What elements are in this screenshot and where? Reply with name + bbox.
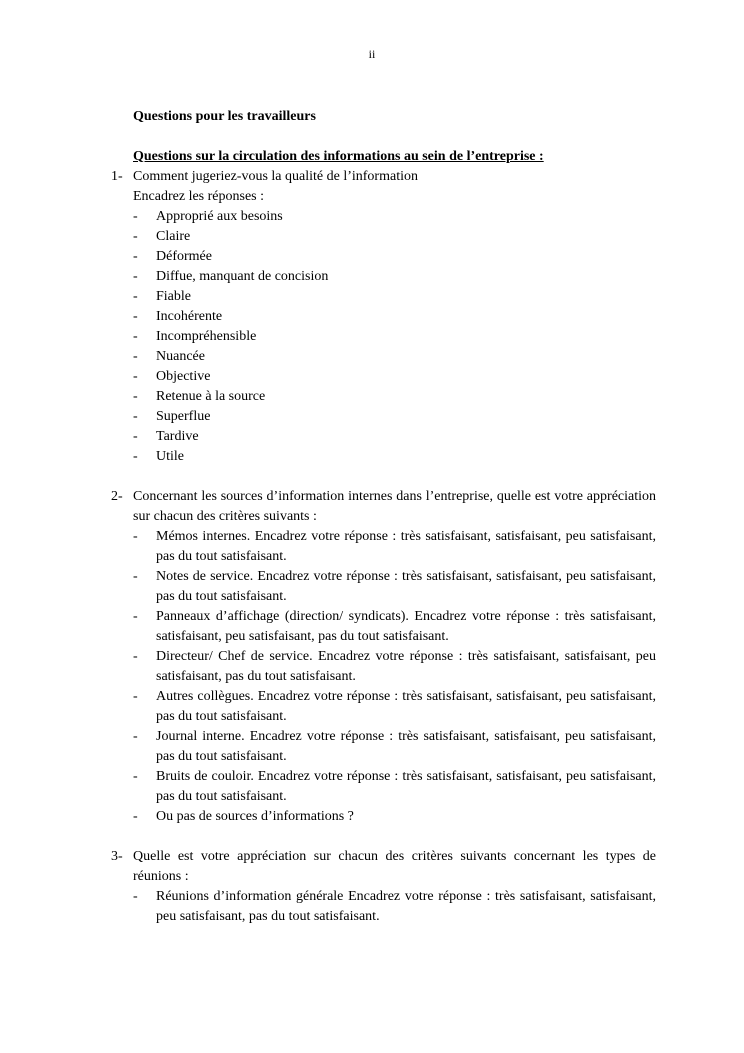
section-title: Questions sur la circulation des informations au sein de l’entreprise :	[133, 149, 544, 164]
list-item: - Utile	[133, 449, 184, 464]
list-item: - Directeur/ Chef de service. Encadrez votre réponse : très satisfaisant, satisfaisant, peu satisfaisant, pas du tout satisfaisant.	[133, 649, 656, 684]
criteria-list	[111, 887, 656, 927]
question-text: Quelle est votre appréciation sur chacun des critères suivants concernant les types de réunions :	[133, 849, 656, 884]
question-2	[111, 487, 656, 527]
list-item: - Claire	[133, 229, 191, 244]
list-item: - Journal interne. Encadrez votre réponse : très satisfaisant, satisfaisant, peu satisfaisant, pas du tout satisfaisant.	[133, 729, 656, 764]
list-item: - Nuancée	[133, 349, 205, 364]
page-number: ii	[368, 47, 376, 61]
list-item: - Incompréhensible	[133, 329, 257, 344]
question-text: Concernant les sources d’information internes dans l’entreprise, quelle est votre appréciation sur chacun des critères suivants :	[133, 489, 656, 524]
document-title: Questions pour les travailleurs	[133, 109, 316, 124]
question-number: 3-	[111, 849, 123, 864]
list-item: - Tardive	[133, 429, 199, 444]
list-item: - Panneaux d’affichage (direction/ syndicats). Encadrez votre réponse : très satisfaisant, satisfaisant, peu satisfaisant, pas du tout satisfaisant.	[133, 609, 656, 644]
list-item: - Réunions d’information générale Encadrez votre réponse : très satisfaisant, satisfaisant, peu satisfaisant, pas du tout satisfaisant.	[133, 889, 656, 924]
question-instruction: Encadrez les réponses :	[133, 189, 264, 204]
list-item: - Objective	[133, 369, 211, 384]
list-item: - Notes de service. Encadrez votre réponse : très satisfaisant, satisfaisant, peu satisfaisant, pas du tout satisfaisant.	[133, 569, 656, 604]
question-1	[111, 167, 656, 187]
criteria-list	[111, 527, 656, 827]
document-body	[111, 107, 656, 927]
list-item: - Incohérente	[133, 309, 223, 324]
list-item: - Superflue	[133, 409, 211, 424]
list-item: - Autres collègues. Encadrez votre réponse : très satisfaisant, satisfaisant, peu satisfaisant, pas du tout satisfaisant.	[133, 689, 656, 724]
question-3	[111, 847, 656, 887]
question-text: Comment jugeriez-vous la qualité de l’information	[133, 169, 418, 184]
list-item: - Diffue, manquant de concision	[133, 269, 329, 284]
list-item: - Fiable	[133, 289, 191, 304]
question-number: 2-	[111, 489, 123, 504]
list-item: - Approprié aux besoins	[133, 209, 283, 224]
list-item: - Bruits de couloir. Encadrez votre réponse : très satisfaisant, satisfaisant, peu satisfaisant, pas du tout satisfaisant.	[133, 769, 656, 804]
list-item: - Mémos internes. Encadrez votre réponse : très satisfaisant, satisfaisant, peu satisfaisant, pas du tout satisfaisant.	[133, 529, 656, 564]
list-item: - Retenue à la source	[133, 389, 266, 404]
list-item: - Ou pas de sources d’informations ?	[133, 809, 354, 824]
list-item: - Déformée	[133, 249, 212, 264]
answer-list	[111, 207, 656, 467]
question-number: 1-	[111, 169, 123, 184]
